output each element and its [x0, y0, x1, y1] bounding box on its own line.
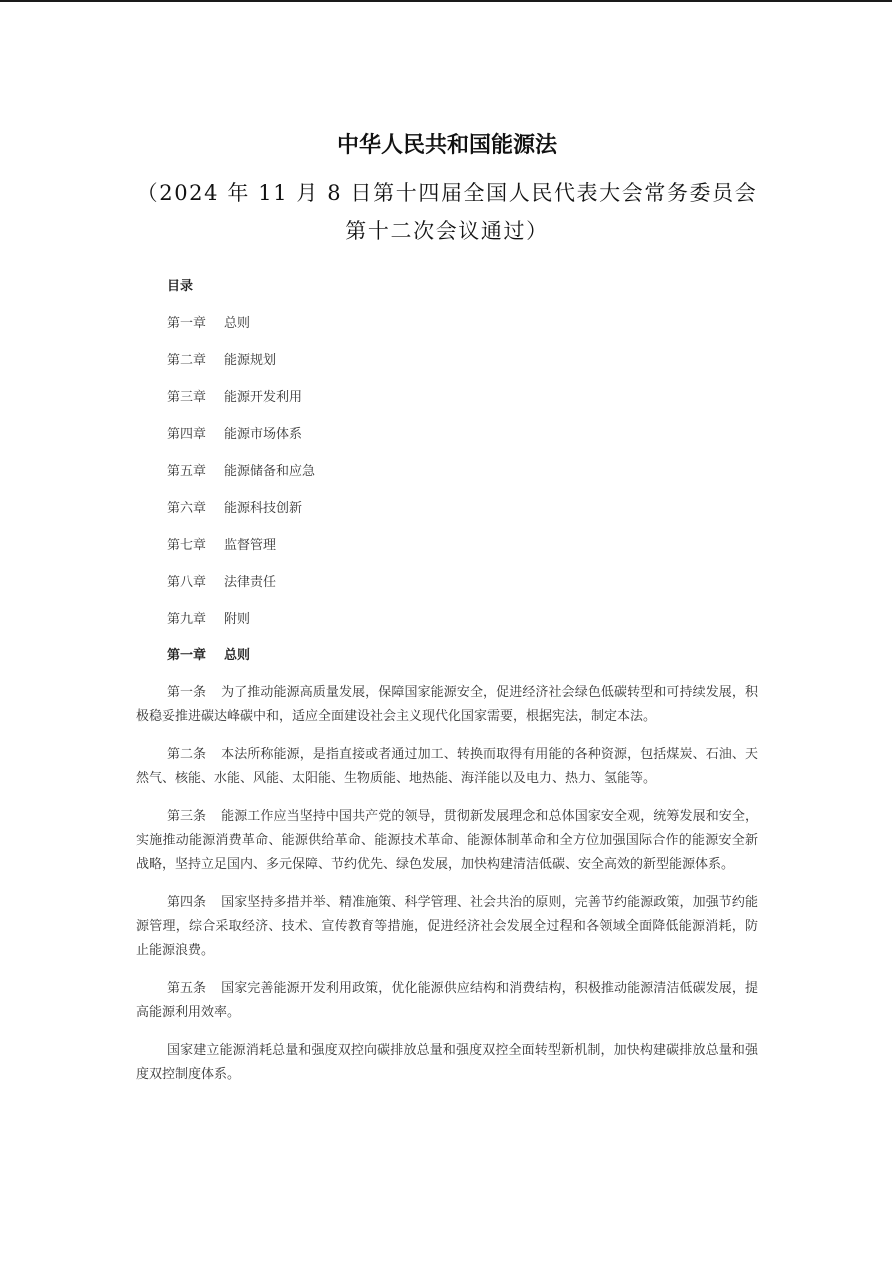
- article-number: 第二条: [167, 747, 207, 762]
- toc-chapter-number: 第七章: [167, 538, 207, 553]
- toc-chapter-number: 第三章: [167, 390, 207, 405]
- toc-chapter-title: 总则: [224, 316, 251, 331]
- article-number: 第三条: [167, 809, 207, 824]
- toc-chapter-number: 第一章: [167, 316, 207, 331]
- article-paragraph: [136, 681, 758, 729]
- toc-item: [167, 500, 315, 537]
- toc-chapter-title: 附则: [224, 612, 251, 627]
- article-number: 第一条: [167, 685, 207, 700]
- article-text: 为了推动能源高质量发展，保障国家能源安全，促进经济社会绿色低碳转型和可持续发展，积极稳妥推进碳达峰碳中和，适应全面建设社会主义现代化国家需要，根据宪法，制定本法。: [136, 685, 758, 724]
- toc-item: [167, 389, 315, 426]
- chapter-heading: [167, 647, 250, 665]
- toc-chapter-title: 能源科技创新: [224, 501, 303, 516]
- chapter-body: [136, 681, 758, 1101]
- document-subtitle: [136, 174, 758, 250]
- toc-chapter-number: 第二章: [167, 353, 207, 368]
- toc-chapter-title: 能源开发利用: [224, 390, 303, 405]
- toc-heading: 目录: [167, 279, 194, 294]
- toc-chapter-title: 监督管理: [224, 538, 277, 553]
- toc-chapter-number: 第九章: [167, 612, 207, 627]
- toc-item: [167, 352, 315, 389]
- article-number: 第五条: [167, 981, 207, 996]
- chapter-number: 第一章: [167, 648, 207, 663]
- toc-item: [167, 463, 315, 500]
- chapter-title: 总则: [224, 648, 251, 663]
- article-text: 能源工作应当坚持中国共产党的领导，贯彻新发展理念和总体国家安全观，统筹发展和安全，实施推动能源消费革命、能源供给革命、能源技术革命、能源体制革命和全方位加强国际合作的能源安全新战略，坚持立足国内、多元保障、节约优先、绿色发展，加快构建清洁低碳、安全高效的新型能源体系。: [136, 809, 758, 872]
- document-title: 中华人民共和国能源法: [336, 132, 557, 158]
- toc-item: [167, 537, 315, 574]
- article-text: 国家坚持多措并举、精准施策、科学管理、社会共治的原则，完善节约能源政策，加强节约能源管理，综合采取经济、技术、宣传教育等措施，促进经济社会发展全过程和各领域全面降低能源消耗，防止能源浪费。: [136, 895, 758, 958]
- article-text: 国家建立能源消耗总量和强度双控向碳排放总量和强度双控全面转型新机制，加快构建碳排放总量和强度双控制度体系。: [136, 1043, 758, 1082]
- subtitle-line-1: （2024 年 11 月 8 日第十四届全国人民代表大会常务委员会: [136, 181, 758, 205]
- toc-chapter-number: 第五章: [167, 464, 207, 479]
- toc-chapter-title: 能源市场体系: [224, 427, 303, 442]
- toc-item: [167, 611, 315, 648]
- subtitle-line-2: 第十二次会议通过）: [345, 219, 549, 243]
- toc-chapter-title: 能源规划: [224, 353, 277, 368]
- toc-chapter-number: 第八章: [167, 575, 207, 590]
- toc-chapter-number: 第四章: [167, 427, 207, 442]
- toc-chapter-title: 法律责任: [224, 575, 277, 590]
- article-paragraph: [136, 891, 758, 963]
- toc-chapter-title: 能源储备和应急: [224, 464, 316, 479]
- toc-item: [167, 315, 315, 352]
- article-paragraph: [136, 977, 758, 1025]
- toc-chapter-number: 第六章: [167, 501, 207, 516]
- article-paragraph: [136, 743, 758, 791]
- article-text: 本法所称能源，是指直接或者通过加工、转换而取得有用能的各种资源，包括煤炭、石油、天然气、核能、水能、风能、太阳能、生物质能、地热能、海洋能以及电力、热力、氢能等。: [136, 747, 758, 786]
- article-paragraph: [136, 1039, 758, 1087]
- article-number: 第四条: [167, 895, 207, 910]
- article-paragraph: [136, 805, 758, 877]
- toc-item: [167, 426, 315, 463]
- article-text: 国家完善能源开发利用政策，优化能源供应结构和消费结构，积极推动能源清洁低碳发展，提高能源利用效率。: [136, 981, 758, 1020]
- top-border-line: [0, 0, 892, 2]
- table-of-contents: [167, 315, 315, 648]
- toc-item: [167, 574, 315, 611]
